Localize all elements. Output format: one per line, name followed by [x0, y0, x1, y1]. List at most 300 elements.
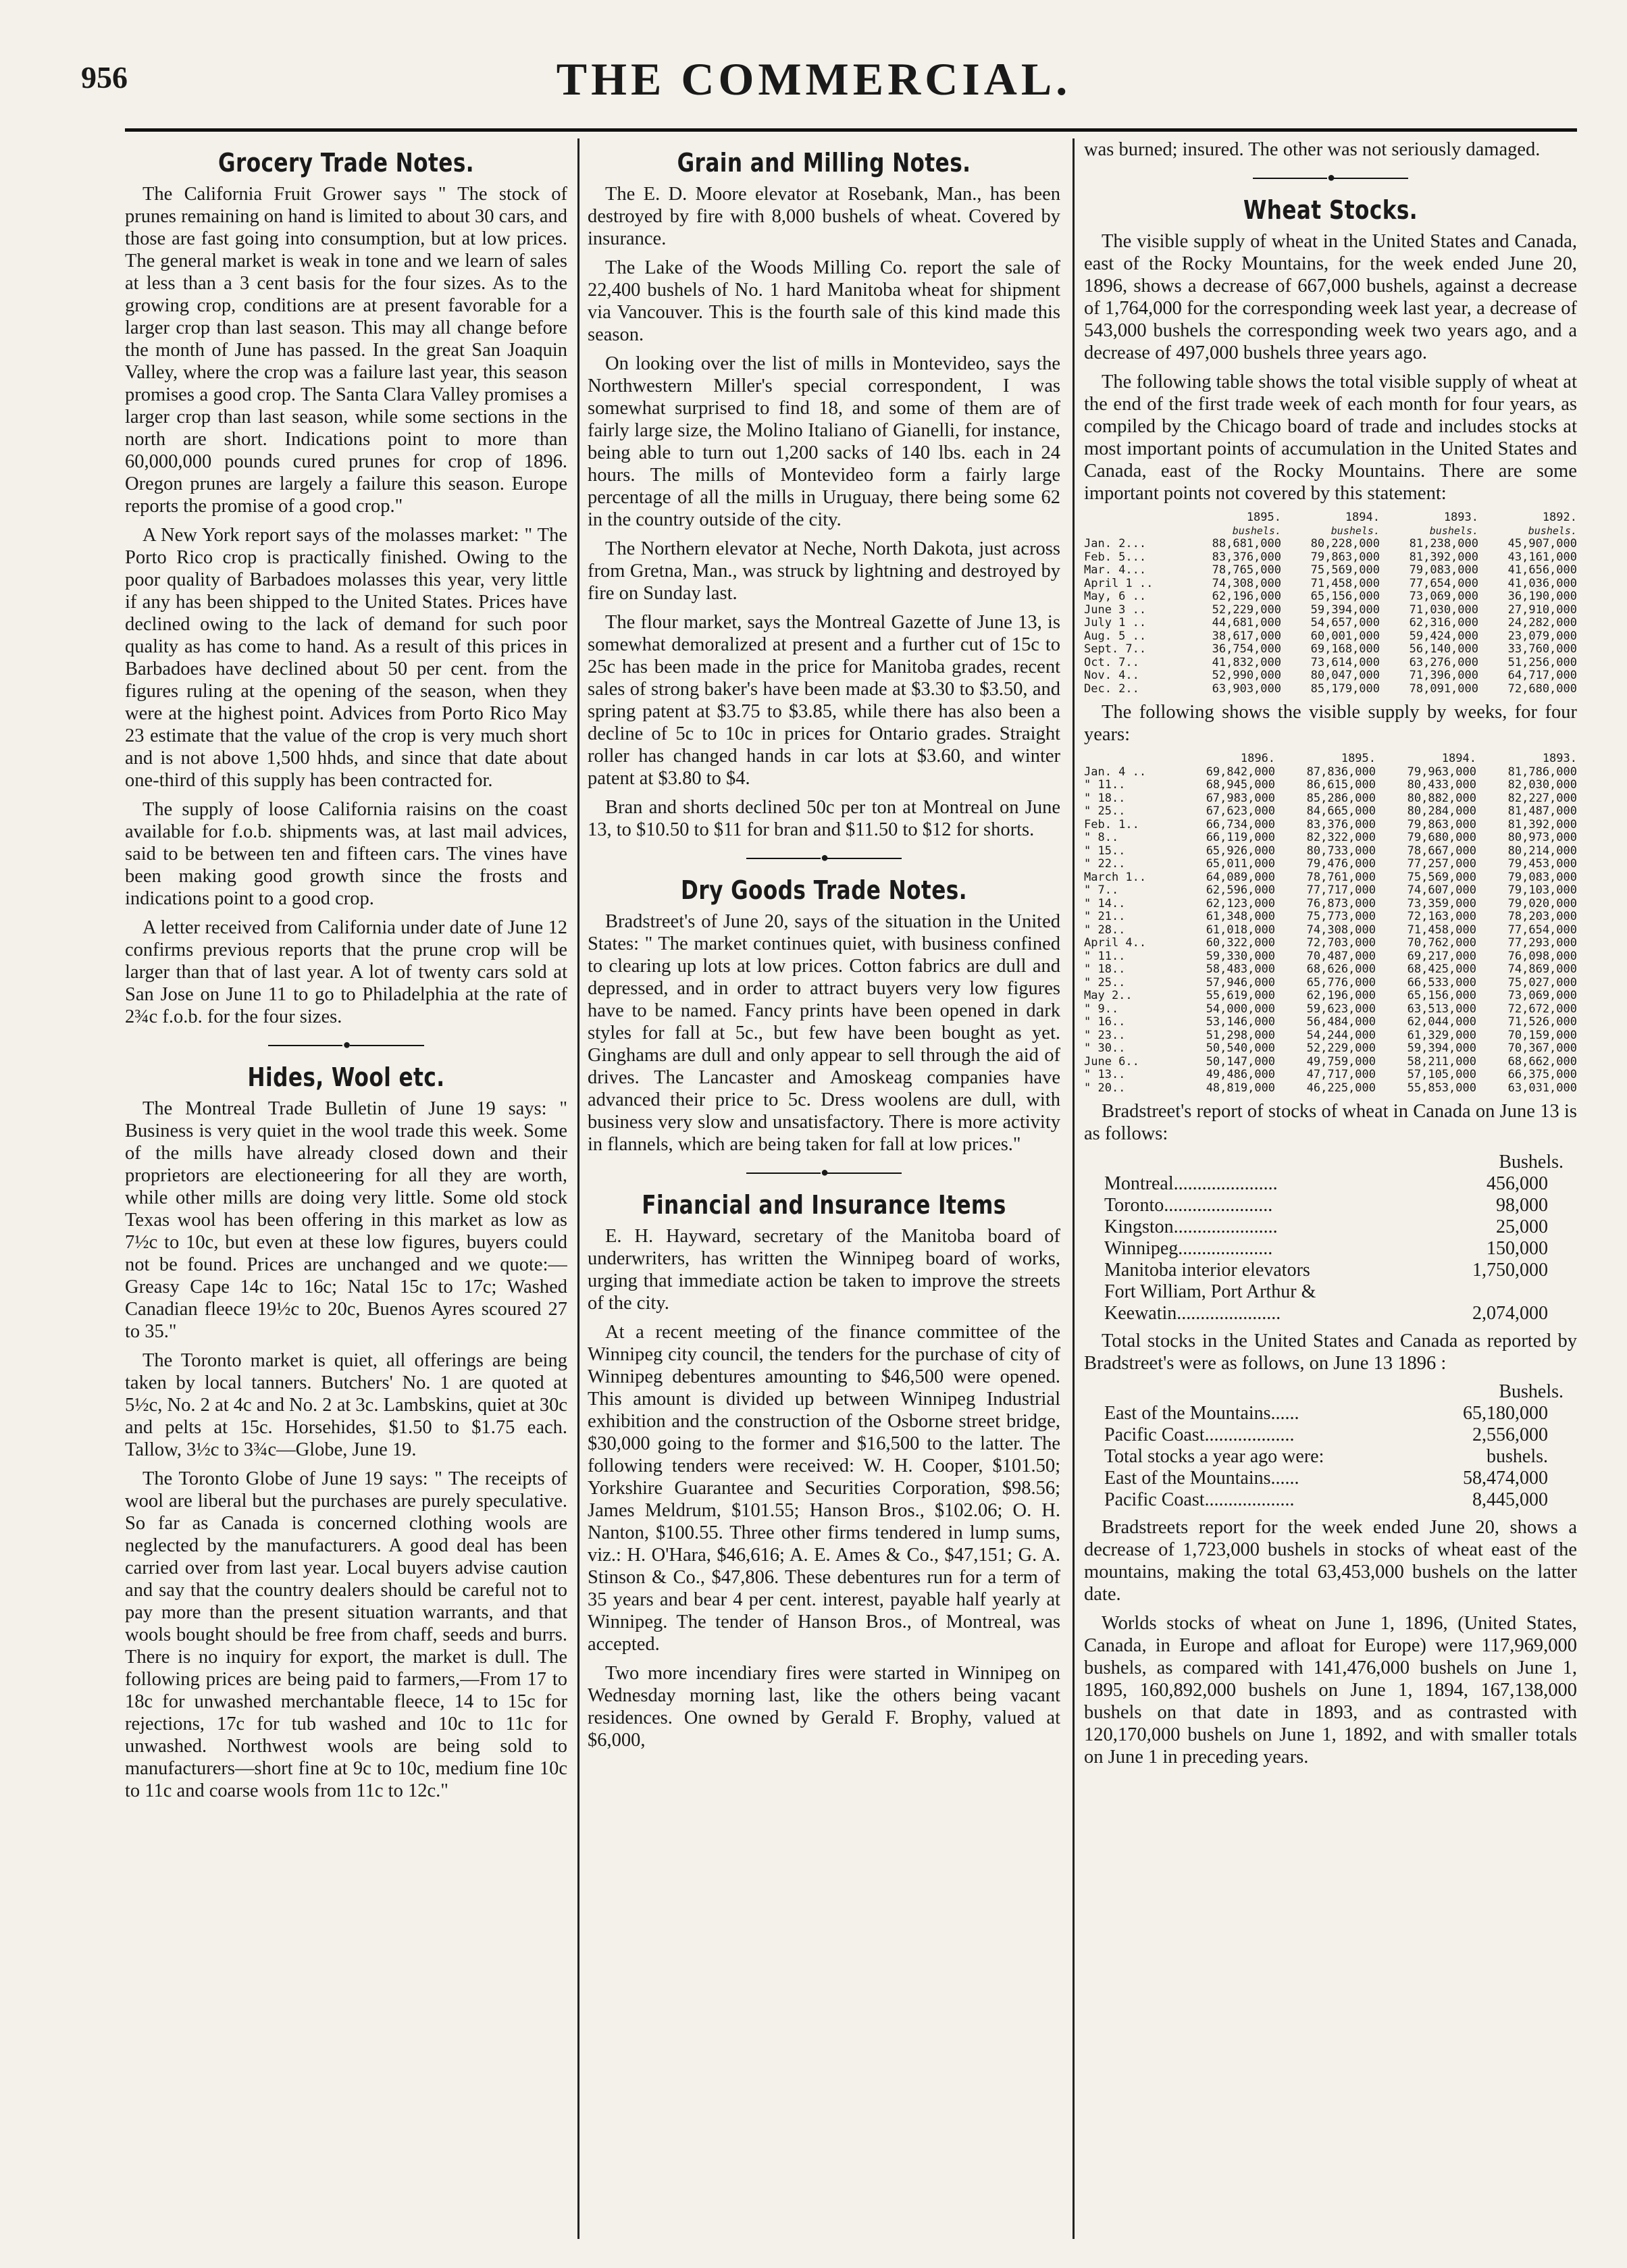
cell-value: 79,020,000 — [1507, 896, 1577, 910]
table-row — [1084, 871, 1577, 885]
section-title-grocery: Grocery Trade Notes. — [217, 148, 475, 178]
row-label: Kingston...................... — [1104, 1216, 1278, 1237]
cell-value: 65,180,000 — [1463, 1403, 1548, 1424]
cell-value: 71,030,000 — [1409, 602, 1478, 617]
cell-value: 53,146,000 — [1206, 1015, 1276, 1029]
cell-value: 87,836,000 — [1306, 765, 1376, 779]
cell-value: 48,819,000 — [1206, 1081, 1276, 1095]
table-row — [1084, 792, 1577, 806]
cell-value: 63,903,000 — [1212, 681, 1281, 696]
section-title-hides: Hides, Wool etc. — [247, 1062, 445, 1092]
article-paragraph: The E. D. Moore elevator at Rosebank, Man., has been destroyed by fire with 8,000 bushels of wheat. Covered by insurance. — [588, 184, 1060, 249]
cell-value: 27,910,000 — [1507, 602, 1577, 617]
row-label: Nov. 4.. — [1084, 669, 1139, 682]
cell-value: 58,211,000 — [1407, 1054, 1476, 1068]
cell-value: 81,392,000 — [1409, 550, 1478, 564]
table-row — [1104, 1195, 1548, 1216]
newspaper-title: THE COMMERCIAL. — [556, 53, 1072, 105]
cell-value: 78,761,000 — [1306, 870, 1376, 884]
cell-value: 56,140,000 — [1409, 642, 1478, 656]
article-paragraph: The visible supply of wheat in the United States and Canada, east of the Rocky Mountains, for the week ended June 20, 1896, shows a decrease of 667,000 bushels, against a decrease of 1,764,000 for the corresponding week last year, a decrease of 543,000 bushels the corresponding week two years ago, and a decrease of 497,000 bushels three years ago. — [1084, 231, 1577, 363]
cell-value: 71,396,000 — [1409, 669, 1478, 682]
cell-value: 66,533,000 — [1407, 975, 1476, 989]
cell-value: 55,619,000 — [1206, 989, 1276, 1002]
cell-value: 79,103,000 — [1507, 883, 1577, 897]
total-stocks-table — [1104, 1403, 1548, 1511]
cell-value: 25,000 — [1496, 1216, 1548, 1237]
cell-value: 61,348,000 — [1206, 910, 1276, 923]
row-label: Feb. 1.. — [1084, 817, 1139, 831]
cell-value: 74,308,000 — [1212, 576, 1281, 590]
table-row — [1084, 683, 1577, 696]
header-rule — [125, 128, 1577, 132]
row-label: " 16.. — [1084, 1015, 1126, 1029]
cell-value: 70,487,000 — [1306, 949, 1376, 963]
article-paragraph: The following table shows the total visible supply of wheat at the end of the first trade week of each month for four years, as compiled by the Chicago board of trade and includes stocks at most important points of accumulation in the United States and Canada, east of the Rocky Mountains. There are some important points not covered by this statement: — [1084, 371, 1577, 504]
table-row — [1084, 577, 1577, 591]
cell-value: 79,863,000 — [1407, 817, 1476, 831]
cell-value: 62,196,000 — [1306, 989, 1376, 1002]
section-title-dry-goods: Dry Goods Trade Notes. — [681, 875, 967, 905]
article-paragraph: Total stocks in the United States and Canada as reported by Bradstreet's were as follows, on June 13 1896 : — [1084, 1331, 1577, 1374]
table-row — [1084, 884, 1577, 898]
cell-value: 2,556,000 — [1472, 1424, 1548, 1445]
row-label: Keewatin...................... — [1104, 1303, 1281, 1324]
cell-value: 86,615,000 — [1306, 778, 1376, 792]
cell-value: 75,569,000 — [1407, 870, 1476, 884]
article-paragraph: Bran and shorts declined 50c per ton at Montreal on June 13, to $10.50 to $11 for bran and $11.50 to $12 for shorts. — [588, 797, 1060, 840]
table-header-row: 1895. 1894. 1893. 1892. — [1246, 511, 1577, 524]
table-unit-row: bushels. bushels. bushels. bushels. — [1232, 524, 1577, 537]
cell-value: 72,703,000 — [1306, 936, 1376, 950]
article-paragraph: Worlds stocks of wheat on June 1, 1896, (United States, Canada, in Europe and afloat for Europe) were 117,969,000 bushels, as compared with 141,476,000 bushels on June 1, 1895, 160,892,000 bushels on June 1, 1894, 167,138,000 bushels on that date in 1893, and as contrasted with 120,170,000 bushels on June 1, 1892, and with smaller totals on June 1 in preceding years. — [1084, 1613, 1577, 1768]
row-label: " 13.. — [1084, 1068, 1126, 1081]
table-row — [1084, 1056, 1577, 1069]
row-label: Oct. 7.. — [1084, 655, 1139, 669]
table-row — [1084, 845, 1577, 858]
cell-value: 63,031,000 — [1507, 1081, 1577, 1095]
row-label: Aug. 5 .. — [1084, 629, 1147, 643]
cell-value: 67,983,000 — [1206, 791, 1276, 805]
cell-value: 54,244,000 — [1306, 1028, 1376, 1042]
row-label: " 28.. — [1084, 923, 1126, 937]
article-paragraph: The California Fruit Grower says " The stock of prunes remaining on hand is limited to about 30 cars, and those are fast going into consumption, but at low prices. The general market is weak in tone and we learn of sales at less than a 3 cent basis for the four sizes. As to the growing crop, conditions are at present favorable for a larger crop than last season. This may all change before the month of June has passed. In the great San Joaquin Valley, where the crop was a failure last year, this season promises a good crop. The Santa Clara Valley promises a larger crop than last season, while some sections in the north are short. Indications point to more than 60,000,000 pounds cured prunes for crop of 1896. Oregon prunes are largely a failure this season. Europe reports the promise of a good crop." — [125, 184, 567, 517]
table-header-row: 1896. 1895. 1894. 1893. — [1240, 752, 1577, 765]
cell-value: 71,458,000 — [1310, 576, 1380, 590]
cell-value: 33,760,000 — [1507, 642, 1577, 656]
row-label: Manitoba interior elevators — [1104, 1260, 1310, 1281]
cell-value: 79,963,000 — [1407, 765, 1476, 779]
row-label: " 20.. — [1084, 1081, 1126, 1095]
row-label: " 22.. — [1084, 857, 1126, 871]
cell-value: 60,001,000 — [1310, 629, 1380, 643]
row-label: March 1.. — [1084, 870, 1147, 884]
row-label: Montreal...................... — [1104, 1173, 1278, 1194]
cell-value: 81,487,000 — [1507, 804, 1577, 818]
table-row — [1084, 630, 1577, 644]
row-label: " 11.. — [1084, 778, 1126, 792]
article-paragraph: The Northern elevator at Neche, North Dakota, just across from Gretna, Man., was struck by lightning and destroyed by fire on Sunday last. — [588, 538, 1060, 604]
row-label: Jan. 2... — [1084, 537, 1147, 550]
table-row — [1084, 924, 1577, 937]
table-row — [1084, 617, 1577, 630]
row-label: Mar. 4... — [1084, 563, 1147, 577]
cell-value: 41,036,000 — [1507, 576, 1577, 590]
cell-value: 71,458,000 — [1407, 923, 1476, 937]
row-label: " 11.. — [1084, 949, 1126, 963]
table-row — [1104, 1403, 1548, 1424]
cell-value: 80,433,000 — [1407, 778, 1476, 792]
table-row — [1104, 1468, 1548, 1489]
section-title-grain: Grain and Milling Notes. — [677, 148, 971, 178]
cell-value: 79,083,000 — [1507, 870, 1577, 884]
cell-value: 46,225,000 — [1306, 1081, 1376, 1095]
cell-value: 74,607,000 — [1407, 883, 1476, 897]
unit-label: Bushels. — [1499, 1381, 1564, 1402]
cell-value: 80,882,000 — [1407, 791, 1476, 805]
table-row — [1104, 1424, 1548, 1446]
cell-value: 66,119,000 — [1206, 831, 1276, 844]
article-paragraph: The Toronto Globe of June 19 says: " The receipts of wool are liberal but the purchases are purely speculative. So far as Canada is concerned clothing wools are neglected by the manufacturers. A good deal has been carried over from last year. Local buyers advise caution and say that the country dealers should be careful not to pay more than the present situation warrants, and that wools bought should be free from chaff, seeds and burrs. There is no inquiry for export, the market is dull. The following prices are being paid to farmers,—From 17 to 18c for unwashed merchantable fleece, 14 to 15c for rejections, 17c for tub washed and 10c to 11c for unwashed. Northwest wools are being sold to manufacturers—short fine at 9c to 10c, medium fine 10c to 11c and coarse wools from 11c to 12c." — [125, 1468, 567, 1801]
table-row — [1084, 656, 1577, 670]
cell-value: 50,147,000 — [1206, 1054, 1276, 1068]
cell-value: 54,000,000 — [1206, 1002, 1276, 1016]
section-separator: ● — [588, 850, 1060, 866]
table-row — [1084, 766, 1577, 779]
article-paragraph: The Lake of the Woods Milling Co. report the sale of 22,400 bushels of No. 1 hard Manitoba wheat for shipment via Vancouver. This is the fourth sale of this kind made this season. — [588, 257, 1060, 345]
cell-value: 41,656,000 — [1507, 563, 1577, 577]
cell-value: 76,098,000 — [1507, 949, 1577, 963]
cell-value: 76,873,000 — [1306, 896, 1376, 910]
row-label: East of the Mountains...... — [1104, 1403, 1299, 1424]
cell-value: 59,424,000 — [1409, 629, 1478, 643]
cell-value: 77,717,000 — [1306, 883, 1376, 897]
cell-value: 51,256,000 — [1507, 655, 1577, 669]
row-label: " 30.. — [1084, 1041, 1126, 1055]
cell-value: 58,483,000 — [1206, 962, 1276, 976]
table-row — [1084, 590, 1577, 604]
cell-value: 62,123,000 — [1206, 896, 1276, 910]
table-row — [1084, 551, 1577, 565]
table-row — [1084, 963, 1577, 977]
cell-value: 88,681,000 — [1212, 537, 1281, 550]
table-row — [1084, 604, 1577, 617]
table-row — [1104, 1260, 1548, 1281]
cell-value: 62,196,000 — [1212, 590, 1281, 603]
row-label: April 4.. — [1084, 936, 1147, 950]
cell-value: 60,322,000 — [1206, 936, 1276, 950]
cell-value: 43,161,000 — [1507, 550, 1577, 564]
cell-value: 78,203,000 — [1507, 910, 1577, 923]
unit-label: Bushels. — [1499, 1152, 1564, 1172]
cell-value: 72,672,000 — [1507, 1002, 1577, 1016]
cell-value: 81,238,000 — [1409, 537, 1478, 550]
table-row — [1084, 538, 1577, 551]
row-label: Fort William, Port Arthur & — [1104, 1281, 1316, 1302]
cell-value: 64,089,000 — [1206, 870, 1276, 884]
table-row — [1104, 1446, 1548, 1468]
cell-value: 72,163,000 — [1407, 910, 1476, 923]
table-row — [1104, 1238, 1548, 1260]
cell-value: 82,227,000 — [1507, 791, 1577, 805]
cell-value: 47,717,000 — [1306, 1068, 1376, 1081]
cell-value: 68,945,000 — [1206, 778, 1276, 792]
cell-value: 69,168,000 — [1310, 642, 1380, 656]
section-separator: ● — [588, 1165, 1060, 1181]
cell-value: 98,000 — [1496, 1195, 1548, 1216]
table-row — [1104, 1489, 1548, 1511]
cell-value: 74,869,000 — [1507, 962, 1577, 976]
cell-value — [1431, 1281, 1548, 1303]
cell-value: 62,596,000 — [1206, 883, 1276, 897]
article-paragraph: A letter received from California under date of June 12 confirms previous reports that the prune crop will be larger than that of last year. A lot of twenty cars sold at San Jose on June 11 to go to Philadelphia at the rate of 2¾c f.o.b. for the four sizes. — [125, 917, 567, 1027]
cell-value: 79,453,000 — [1507, 857, 1577, 871]
cell-value: 78,765,000 — [1212, 563, 1281, 577]
cell-value: 85,179,000 — [1310, 681, 1380, 696]
cell-value: 73,614,000 — [1310, 655, 1380, 669]
row-label: " 7.. — [1084, 883, 1119, 897]
row-label: " 8.. — [1084, 831, 1119, 844]
cell-value: 73,359,000 — [1407, 896, 1476, 910]
cell-value: 54,657,000 — [1310, 616, 1380, 629]
cell-value: 70,367,000 — [1507, 1041, 1577, 1055]
continued-paragraph: was burned; insured. The other was not seriously damaged. — [1084, 139, 1541, 160]
cell-value: 1,750,000 — [1472, 1260, 1548, 1281]
cell-value: 456,000 — [1487, 1173, 1548, 1194]
row-label: June 3 .. — [1084, 602, 1147, 617]
cell-value: 69,217,000 — [1407, 949, 1476, 963]
row-label: June 6.. — [1084, 1054, 1139, 1068]
section-title-financial: Financial and Insurance Items — [642, 1190, 1006, 1220]
row-label: " 18.. — [1084, 962, 1126, 976]
cell-value: 84,665,000 — [1306, 804, 1376, 818]
row-label: " 21.. — [1084, 910, 1126, 923]
cell-value: 38,617,000 — [1212, 629, 1281, 643]
row-label: Pacific Coast................... — [1104, 1424, 1295, 1445]
cell-value: 77,257,000 — [1407, 857, 1476, 871]
cell-value: 57,946,000 — [1206, 975, 1276, 989]
column-3 — [1084, 138, 1577, 2239]
article-paragraph: The Montreal Trade Bulletin of June 19 says: " Business is very quiet in the wool trade this week. Some of the mills have already closed down and their proprietors are electioneering for all they are worth, while other mills are doing very little. Some old stock Texas wool has been offering in this market as low as 7½c to 10c, but even at these low figures, buyers could not be found. Prices are unchanged and we quote:—Greasy Cape 14c to 16c; Natal 15c to 17c; Washed Canadian fleece 19½c to 20c, Buenos Ayres scoured 27 to 35." — [125, 1098, 567, 1342]
cell-value: 68,662,000 — [1507, 1054, 1577, 1068]
row-label: Sept. 7.. — [1084, 642, 1147, 656]
section-separator: ● — [125, 1037, 567, 1053]
cell-value: 8,445,000 — [1472, 1489, 1548, 1510]
article-paragraph: Bradstreet's of June 20, says of the situation in the United States: " The market continues quiet, with business confined to clearing up lots at low prices. Cotton fabrics are dull and depressed, and in order to attract buyers very low figures have to be named. Fancy prints have been opened in dark styles for fall at 5c., but few have been bought as yet. Ginghams are dull and only appear to sell through the aid of drives. The Lancaster and Amoskeag companies have advanced their price to 5c. Dress woolens are dull, with business very slow and unsatisfactory. There is more activity in flannels, which are being taken for fall at low prices." — [588, 911, 1060, 1155]
cell-value: 83,376,000 — [1212, 550, 1281, 564]
cell-value: 75,773,000 — [1306, 910, 1376, 923]
table-row — [1104, 1281, 1548, 1303]
cell-value: 80,973,000 — [1507, 831, 1577, 844]
row-label: Dec. 2.. — [1084, 681, 1139, 696]
cell-value: 65,156,000 — [1407, 989, 1476, 1002]
article-paragraph: The Toronto market is quiet, all offerings are being taken by local tanners. Butchers' No. 1 are quoted at 5½c, No. 2 at 4c and No. 2 at 3c. Lambskins, quiet at 30c and pelts at 15c. Horsehides, $1.50 to $1.75 each. Tallow, 3½c to 3¾c—Globe, June 19. — [125, 1350, 567, 1460]
cell-value: 62,316,000 — [1409, 616, 1478, 629]
cell-value: 61,018,000 — [1206, 923, 1276, 937]
cell-value: 59,394,000 — [1407, 1041, 1476, 1055]
row-label: Total stocks a year ago were: — [1104, 1446, 1324, 1467]
article-paragraph: The flour market, says the Montreal Gazette of June 13, is somewhat demoralized at present and a further cut of 15c to 25c has been made in the price for Manitoba grades, recent sales of strong baker's have been made at $3.30 to $3.50, and spring patent at $3.75 to $3.85, while there has also been a decline of 5c to 10c in prices for Ontario grades. Straight roller has changed hands in car lots at $3.60, and winter patent at $3.80 to $4. — [588, 612, 1060, 789]
table-row — [1084, 1068, 1577, 1082]
table-row — [1084, 1082, 1577, 1096]
table-row — [1084, 669, 1577, 683]
article-paragraph: Bradstreets report for the week ended June 20, shows a decrease of 1,723,000 bushels in stocks of wheat east of the mountains, making the total 63,453,000 bushels on the latter date. — [1084, 1517, 1577, 1605]
monthly-supply-table — [1084, 511, 1577, 696]
cell-value: 70,159,000 — [1507, 1028, 1577, 1042]
table-row — [1084, 779, 1577, 792]
canada-stocks-table — [1104, 1173, 1548, 1324]
cell-value: 52,229,000 — [1306, 1041, 1376, 1055]
cell-value: 69,842,000 — [1206, 765, 1276, 779]
table-row — [1084, 643, 1577, 656]
table-row — [1084, 989, 1577, 1003]
cell-value: 79,863,000 — [1310, 550, 1380, 564]
table-row — [1084, 858, 1577, 871]
cell-value: 77,293,000 — [1507, 936, 1577, 950]
cell-value: 56,484,000 — [1306, 1015, 1376, 1029]
cell-value: 62,044,000 — [1407, 1015, 1476, 1029]
cell-value: 79,083,000 — [1409, 563, 1478, 577]
cell-value: 70,762,000 — [1407, 936, 1476, 950]
row-label: Jan. 4 .. — [1084, 765, 1147, 779]
cell-value: 49,486,000 — [1206, 1068, 1276, 1081]
row-label: " 25.. — [1084, 975, 1126, 989]
cell-value: 81,392,000 — [1507, 817, 1577, 831]
cell-value: 65,011,000 — [1206, 857, 1276, 871]
row-label: " 23.. — [1084, 1028, 1126, 1042]
cell-value: 80,284,000 — [1407, 804, 1476, 818]
table-row — [1104, 1173, 1548, 1195]
cell-value: bushels. — [1487, 1446, 1548, 1467]
row-label: May, 6 .. — [1084, 590, 1147, 603]
cell-value: 59,394,000 — [1310, 602, 1380, 617]
cell-value: 68,626,000 — [1306, 962, 1376, 976]
table-row — [1104, 1216, 1548, 1238]
row-label: July 1 .. — [1084, 616, 1147, 629]
table-row — [1084, 1003, 1577, 1016]
cell-value: 59,330,000 — [1206, 949, 1276, 963]
column-rule — [1073, 138, 1075, 2239]
cell-value: 74,308,000 — [1306, 923, 1376, 937]
article-paragraph: Two more incendiary fires were started in Winnipeg on Wednesday morning last, like the others being vacant residences. One owned by Gerald F. Brophy, valued at $6,000, — [588, 1663, 1060, 1751]
section-title-wheat: Wheat Stocks. — [1243, 195, 1418, 225]
table-row — [1084, 819, 1577, 832]
table-row — [1084, 1029, 1577, 1043]
table-row — [1084, 937, 1577, 950]
row-label: " 18.. — [1084, 791, 1126, 805]
cell-value: 50,540,000 — [1206, 1041, 1276, 1055]
cell-value: 82,322,000 — [1306, 831, 1376, 844]
row-label: April 1 .. — [1084, 576, 1154, 590]
cell-value: 78,091,000 — [1409, 681, 1478, 696]
cell-value: 75,027,000 — [1507, 975, 1577, 989]
cell-value: 65,926,000 — [1206, 844, 1276, 858]
row-label: Toronto....................... — [1104, 1195, 1273, 1216]
cell-value: 75,569,000 — [1310, 563, 1380, 577]
cell-value: 36,190,000 — [1507, 590, 1577, 603]
cell-value: 64,717,000 — [1507, 669, 1577, 682]
table-row — [1084, 950, 1577, 964]
column-2 — [588, 138, 1060, 2239]
cell-value: 65,776,000 — [1306, 975, 1376, 989]
cell-value: 23,079,000 — [1507, 629, 1577, 643]
cell-value: 72,680,000 — [1507, 681, 1577, 696]
cell-value: 2,074,000 — [1472, 1303, 1548, 1324]
column-1 — [125, 138, 567, 2239]
cell-value: 49,759,000 — [1306, 1054, 1376, 1068]
row-label: East of the Mountains...... — [1104, 1468, 1299, 1489]
row-label: " 25.. — [1084, 804, 1126, 818]
cell-value: 73,069,000 — [1409, 590, 1478, 603]
article-paragraph: The supply of loose California raisins on the coast available for f.o.b. shipments was, at last mail advices, said to be between ten and fifteen cars. The vines have been making good growth since the frosts and indications point to a good crop. — [125, 799, 567, 909]
cell-value: 57,105,000 — [1407, 1068, 1476, 1081]
cell-value: 24,282,000 — [1507, 616, 1577, 629]
table-row — [1104, 1303, 1548, 1324]
cell-value: 77,654,000 — [1507, 923, 1577, 937]
cell-value: 65,156,000 — [1310, 590, 1380, 603]
section-separator: ● — [1084, 170, 1577, 186]
cell-value: 81,786,000 — [1507, 765, 1577, 779]
article-paragraph: On looking over the list of mills in Montevideo, says the Northwestern Miller's special correspondent, I was somewhat surprised to find 18, and some of them are of fairly large size, the Molino Italiano of Gianelli, for instance, being able to turn out 1,200 sacks of 140 lbs. each in 24 hours. The mills of Montevideo form a fairly large percentage of all the mills in Uruguay, there being some 62 in the country outside of the city. — [588, 353, 1060, 530]
row-label: May 2.. — [1084, 989, 1133, 1002]
cell-value: 67,623,000 — [1206, 804, 1276, 818]
masthead — [81, 47, 1547, 122]
cell-value: 68,425,000 — [1407, 962, 1476, 976]
cell-value: 61,329,000 — [1407, 1028, 1476, 1042]
row-label: Pacific Coast................... — [1104, 1489, 1295, 1510]
cell-value: 58,474,000 — [1463, 1468, 1548, 1489]
cell-value: 66,375,000 — [1507, 1068, 1577, 1081]
cell-value: 150,000 — [1487, 1238, 1548, 1259]
cell-value: 59,623,000 — [1306, 1002, 1376, 1016]
article-paragraph: E. H. Hayward, secretary of the Manitoba board of underwriters, has written the Winnipeg board of works, urging that immediate action be taken to improve the streets of the city. — [588, 1226, 1060, 1314]
table-row — [1084, 977, 1577, 990]
table-row — [1084, 564, 1577, 577]
weekly-supply-table — [1084, 752, 1577, 1095]
article-paragraph: The following shows the visible supply by weeks, for four years: — [1084, 702, 1577, 745]
cell-value: 80,214,000 — [1507, 844, 1577, 858]
cell-value: 55,853,000 — [1407, 1081, 1476, 1095]
cell-value: 82,030,000 — [1507, 778, 1577, 792]
cell-value: 63,276,000 — [1409, 655, 1478, 669]
cell-value: 41,832,000 — [1212, 655, 1281, 669]
table-row — [1084, 910, 1577, 924]
cell-value: 44,681,000 — [1212, 616, 1281, 629]
cell-value: 77,654,000 — [1409, 576, 1478, 590]
cell-value: 80,047,000 — [1310, 669, 1380, 682]
cell-value: 63,513,000 — [1407, 1002, 1476, 1016]
row-label: Feb. 5... — [1084, 550, 1147, 564]
cell-value: 78,667,000 — [1407, 844, 1476, 858]
row-label: " 15.. — [1084, 844, 1126, 858]
table-row — [1084, 805, 1577, 819]
page-number: 956 — [81, 60, 128, 95]
cell-value: 79,680,000 — [1407, 831, 1476, 844]
column-rule — [577, 138, 579, 2239]
cell-value: 52,229,000 — [1212, 602, 1281, 617]
cell-value: 52,990,000 — [1212, 669, 1281, 682]
table-row — [1084, 1016, 1577, 1029]
table-row — [1084, 898, 1577, 911]
cell-value: 79,476,000 — [1306, 857, 1376, 871]
table-row — [1084, 1042, 1577, 1056]
cell-value: 51,298,000 — [1206, 1028, 1276, 1042]
cell-value: 83,376,000 — [1306, 817, 1376, 831]
article-paragraph: At a recent meeting of the finance committee of the Winnipeg city council, the tenders for the purchase of city of Winnipeg debentures amounting to $46,500 were opened. This amount is divided up between Winnipeg Industrial exhibition and the construction of the Osborne street bridge, $30,000 going to the former and $16,500 to the latter. The following tenders were received: W. H. Cooper, $101.50; Yorkshire Guarantee and Securities Corporation, $98.56; James Meldrum, $101.55; Hanson Bros., $102.06; O. H. Nanton, $100.55. Three other firms tendered in lump sums, viz.: H. O'Hara, $46,616; A. E. Ames & Co., $47,151; G. A. Stinson & Co., $47,806. These debentures run for a term of 35 years and bear 4 per cent. interest, payable half yearly at Winnipeg. The tender of Hanson Bros., of Montreal, was accepted. — [588, 1322, 1060, 1655]
cell-value: 80,733,000 — [1306, 844, 1376, 858]
cell-value: 71,526,000 — [1507, 1015, 1577, 1029]
row-label: " 9.. — [1084, 1002, 1119, 1016]
